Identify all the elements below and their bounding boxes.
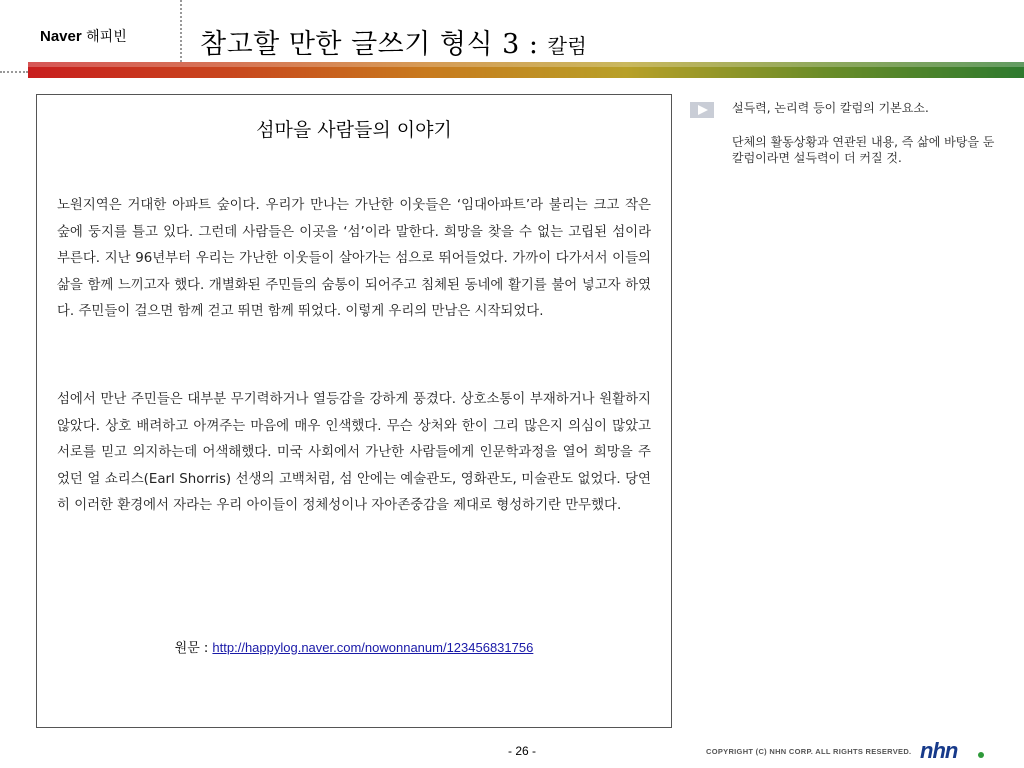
- source-link[interactable]: http://happylog.naver.com/nowonnanum/123456831756: [212, 640, 534, 655]
- side-note-1: 설득력, 논리력 등이 칼럼의 기본요소.: [732, 101, 929, 115]
- brand-happybean: 해피빈: [86, 29, 127, 45]
- article-source: [37, 637, 671, 656]
- vertical-divider: [180, 0, 182, 62]
- header-gradient-bar: [28, 62, 1024, 78]
- source-label: 원문 :: [174, 641, 209, 656]
- logo-dot-icon: [978, 752, 984, 758]
- brand-naver: Naver: [40, 28, 82, 45]
- play-arrow-icon: [690, 102, 714, 118]
- page-title: [200, 22, 587, 61]
- horizontal-divider: [0, 71, 28, 73]
- page-number: - 26 -: [508, 744, 537, 758]
- article-box: [36, 94, 672, 728]
- article-paragraph-1: 노원지역은 거대한 아파트 숲이다. 우리가 만나는 가난한 이웃들은 ‘임대아파트’라 불리는 크고 작은 숲에 둥지를 틀고 있다. 그런데 사람들은 이곳을 ‘섬’이라 말한다. 희망을 찾을 수 없는 고립된 섬이라 부른다. 지난 96년부터 우리는 가난한 이웃들이 살아가는 섬으로 뛰어들었다. 가까이 다가서서 이들의 삶을 함께 느끼고자 했다. 개별화된 주민들의 숨통이 되어주고 침체된 동네에 활기를 불어 넣고자 하였다. 주민들이 걸으면 함께 걷고 뛰면 함께 뛰었다. 이렇게 우리의 만남은 시작되었다.: [57, 198, 651, 319]
- article-title: 섬마을 사람들의 이야기: [256, 119, 452, 141]
- nhn-logo: nhn: [920, 738, 958, 763]
- brand-label: [40, 26, 127, 46]
- page-title-main: 참고할 만한 글쓰기 형식 3 :: [200, 29, 539, 60]
- page-title-sub: 칼럼: [547, 34, 588, 58]
- copyright-text: COPYRIGHT (C) NHN CORP. ALL RIGHTS RESERVED.: [706, 747, 912, 756]
- article-paragraph-2: 섬에서 만난 주민들은 대부분 무기력하거나 열등감을 강하게 풍겼다. 상호소통이 부재하거나 원활하지 않았다. 상호 배려하고 아껴주는 마음에 매우 인색했다. 무슨 상처와 한이 그리 많은지 의심이 많았고 서로를 믿고 의지하는데 어색해했다. 미국 사회에서 가난한 사람들에게 인문학과정을 열어 희망을 주었던 얼 쇼리스(Earl Shorris) 선생의 고백처럼, 섬 안에는 예술관도, 영화관도, 미술관도 없었다. 당연히 이러한 환경에서 자라는 우리 아이들이 정체성이나 자아존중감을 제대로 형성하기란 만무했다.: [57, 392, 651, 513]
- side-note-2: 단체의 활동상황과 연관된 내용, 즉 삶에 바탕을 둔 칼럼이라면 설득력이 더 커질 것.: [732, 135, 995, 165]
